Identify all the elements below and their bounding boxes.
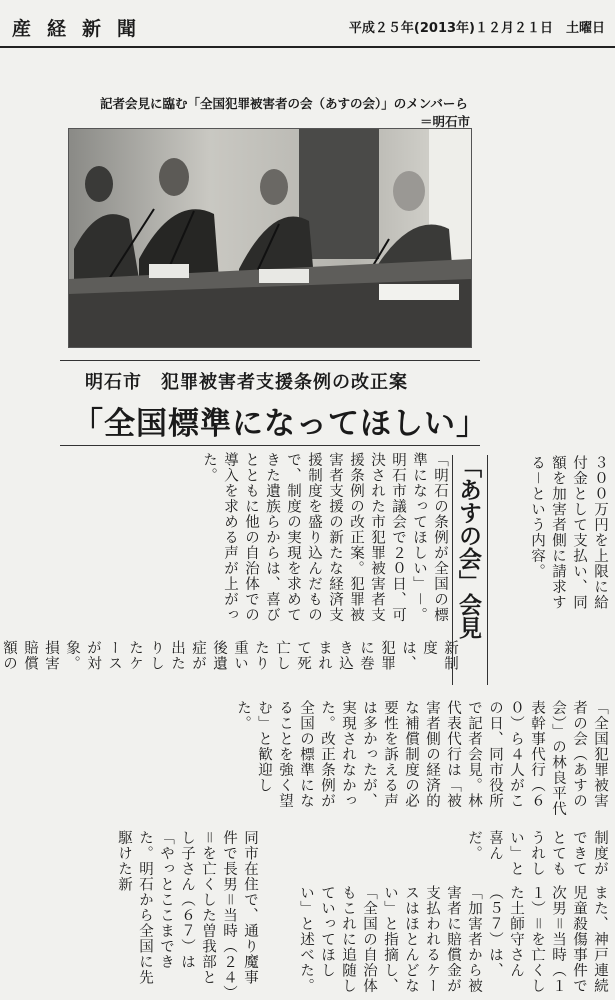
- article-column-5: 同市在住で、通り魔事件で長男＝当時（２４）＝を亡くした曽我部とし子さん（６７）は「やっとここまできた。明石から全国に先駆けた新: [116, 830, 258, 994]
- issue-date: 平成２５年(2013年)１２月２１日 土曜日: [348, 21, 605, 36]
- article-column-2: 新制度は、犯罪に巻き込まれて死亡したり重い後遺症が出たりしたケースが対象。損害賠償額の: [1, 640, 458, 671]
- caption-credit: ＝明石市: [419, 114, 470, 129]
- separator-rule: [60, 360, 480, 361]
- article-column-1: 「明石の条例が全国の標準になってほしい」－。明石市議会で２０日、可決された市犯罪被害者支援条例の改正案。犯罪被害者支援の新たな経済支援制度を盛り込んだもので、制度の実現を求めてきた遺族らからは、喜びとともに他の自治体での導入を求める声が上がった。: [201, 452, 448, 623]
- main-headline: 「全国標準になってほしい」: [72, 406, 488, 442]
- photo-caption: [100, 95, 470, 129]
- subheadline: 明石市 犯罪被害者支援条例の改正案: [85, 372, 408, 393]
- article-column-7: また、神戸連続児童殺傷事件で次男＝当時（１１）＝を亡くした土師守さん（５７）は、「加害者から被害者に賠償金が支払われるケースはほとんどない」と指摘し、「全国の自治体もこれに追随していってほしい」と述べた。: [298, 885, 608, 994]
- article-column-4: 「全国犯罪被害者の会（あすの会）」の林良平代表幹事代行（６０）ら４人がこの日、同市役所で記者会見。林代表代行は「被害者側の経済的な補償制度の必要性を訴える声は多かったが、実現されなかった。改正条例が全国の標準になることを強く望む」と歓迎した。: [235, 700, 608, 817]
- article-column-3: ３００万円を上限に給付金として支払い、同額を加害者側に請求する－という内容。: [529, 455, 608, 610]
- masthead: [0, 0, 615, 48]
- press-conference-photo: [68, 128, 472, 348]
- vertical-headline: 「あすの会」会見: [452, 455, 488, 685]
- newspaper-name: 産経新聞: [12, 18, 153, 40]
- caption-text: 記者会見に臨む「全国犯罪被害者の会（あすの会）」のメンバーら: [100, 96, 468, 111]
- separator-rule: [60, 445, 480, 446]
- article-column-6: 制度ができてとてもうれしい」と喜んだ。: [466, 830, 608, 877]
